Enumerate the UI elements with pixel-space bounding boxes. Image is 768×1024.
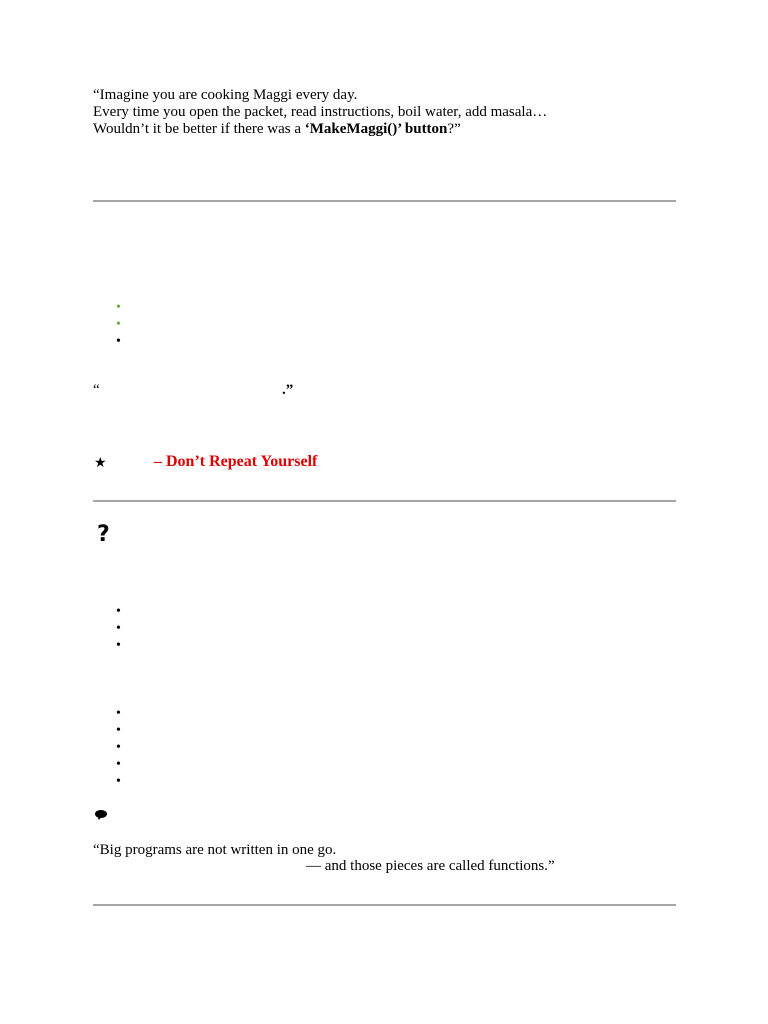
bullet-list-a-3: • — [116, 638, 121, 653]
intro-line-3-suffix: ?” — [447, 121, 461, 137]
quote-close: .” — [282, 382, 294, 398]
bullet-green-2: • — [116, 317, 121, 332]
intro-line-3-prefix: Wouldn’t it be better if there was a — [93, 121, 305, 137]
bullet-list-b-4: • — [116, 757, 121, 772]
dry-heading: – Don’t Repeat Yourself — [154, 453, 318, 470]
divider-2 — [93, 500, 676, 502]
closing-line-2: — and those pieces are called functions.” — [306, 858, 555, 874]
star-icon: ★ — [94, 456, 107, 471]
bullet-list-a-2: • — [116, 621, 121, 636]
bullet-list-b-5: • — [116, 774, 121, 789]
divider-3 — [93, 904, 676, 906]
bullet-green-1: • — [116, 300, 121, 315]
intro-line-1: “Imagine you are cooking Maggi every day. — [93, 87, 358, 103]
quote-open: “ — [93, 382, 100, 398]
bullet-list-b-3: • — [116, 740, 121, 755]
intro-line-3 — [93, 121, 461, 138]
bullet-list-b-1: • — [116, 706, 121, 721]
bullet-list-a-1: • — [116, 604, 121, 619]
bullet-black-1: • — [116, 334, 121, 349]
intro-line-2: Every time you open the packet, read instructions, boil water, add masala… — [93, 104, 548, 120]
make-maggi-button-text: ‘MakeMaggi()’ button — [304, 121, 448, 137]
bullet-list-b-2: • — [116, 723, 121, 738]
question-mark-icon: ? — [97, 522, 110, 547]
divider-1 — [93, 200, 676, 202]
closing-line-1: “Big programs are not written in one go. — [93, 842, 337, 858]
